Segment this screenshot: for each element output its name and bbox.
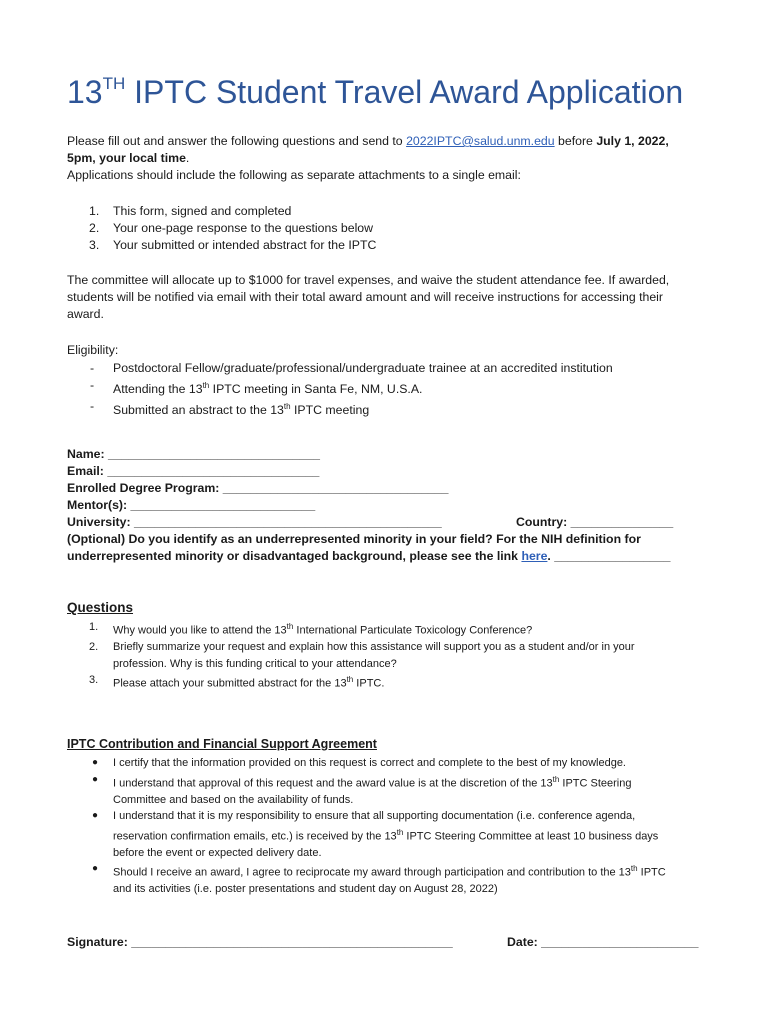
list-item: 3. Please attach your submitted abstract for the 13th IPTC. bbox=[89, 674, 385, 690]
list-item: 2. Your one-page response to the questions below bbox=[89, 221, 374, 235]
signature-field[interactable]: Signature: _______________________________________________ bbox=[67, 935, 453, 949]
mentor-field[interactable]: Mentor(s): ___________________________ bbox=[67, 498, 316, 512]
committee-text: The committee will allocate up to $1000 for travel expenses, and waive the student attendance fee. If awarded, students will be notified via email with their total award amount and will receive instructions for accessing their award. bbox=[67, 273, 670, 321]
page-title: 13TH IPTC Student Travel Award Application bbox=[67, 74, 684, 110]
university-field[interactable]: University: _____________________________________________ bbox=[67, 515, 442, 529]
list-item: ● I understand that it is my responsibility to ensure that all supporting documentation (i.e. conference agenda, reservation confirmation emails, etc.) is received by the 13th IPTC Steering Committee at least 10 business days before the event or expected delivery date. bbox=[92, 810, 659, 859]
list-item: - Attending the 13th IPTC meeting in Santa Fe, NM, U.S.A. bbox=[90, 378, 423, 397]
agreement-list bbox=[92, 755, 666, 898]
date-field[interactable]: Date: _______________________ bbox=[507, 935, 699, 949]
list-item: ● I certify that the information provided on this request is correct and complete to the best of my knowledge. bbox=[92, 757, 626, 769]
applicant-fields: Name: _______________________________ Email: _______________________________ Enrolled Degree Program: _________________________________ Mentor(s): ___________________________ University: _____________________________________________ Country: _______________ (Optional) Do you identify as an underrepresented minority in your field? For the NIH definition for underrepresented minority or disadvantaged background, please see the link here. _________________ bbox=[67, 447, 674, 563]
intro-text: Please fill out and answer the following questions and send to 2022IPTC@salud.unm.edu before July 1, 2022, 5pm, your local time. Applications should include the following as separate attachments to a single email: bbox=[67, 134, 669, 182]
minority-field[interactable]: . _________________ bbox=[547, 549, 671, 563]
eligibility-list bbox=[90, 360, 613, 419]
questions-list bbox=[89, 619, 635, 692]
degree-field[interactable]: Enrolled Degree Program: _________________________________ bbox=[67, 481, 449, 495]
list-item: - Postdoctoral Fellow/graduate/professional/undergraduate trainee at an accredited institution bbox=[90, 361, 613, 375]
list-item: 3. Your submitted or intended abstract for the IPTC bbox=[89, 238, 377, 252]
eligibility-label: Eligibility: bbox=[67, 343, 119, 357]
list-item: - Submitted an abstract to the 13th IPTC meeting bbox=[90, 399, 370, 418]
agreement-heading: IPTC Contribution and Financial Support Agreement bbox=[67, 737, 377, 751]
attachments-list bbox=[89, 203, 377, 254]
list-item: ● Should I receive an award, I agree to reciprocate my award through participation and contribution to the 13th IPTC and its activities (i.e. poster presentations and student day on August 28, 2022) bbox=[92, 863, 666, 896]
questions-heading: Questions bbox=[67, 600, 134, 615]
list-item: ● I understand that approval of this request and the award value is at the discretion of the 13th IPTC Steering Committee and based on the availability of funds. bbox=[92, 773, 632, 806]
list-item: 1. This form, signed and completed bbox=[89, 204, 292, 218]
country-field[interactable]: Country: _______________ bbox=[516, 515, 674, 529]
email-link[interactable]: 2022IPTC@salud.unm.edu bbox=[406, 134, 555, 148]
name-field[interactable]: Name: _______________________________ bbox=[67, 447, 321, 461]
nih-definition-link[interactable]: here bbox=[521, 549, 548, 563]
list-item: 2. Briefly summarize your request and explain how this assistance will support you as a student and/or in your profession. Why is this funding critical to your attendance? bbox=[89, 641, 635, 670]
list-item: 1. Why would you like to attend the 13th International Particulate Toxicology Conference? bbox=[89, 621, 533, 637]
email-field[interactable]: Email: _______________________________ bbox=[67, 464, 320, 478]
